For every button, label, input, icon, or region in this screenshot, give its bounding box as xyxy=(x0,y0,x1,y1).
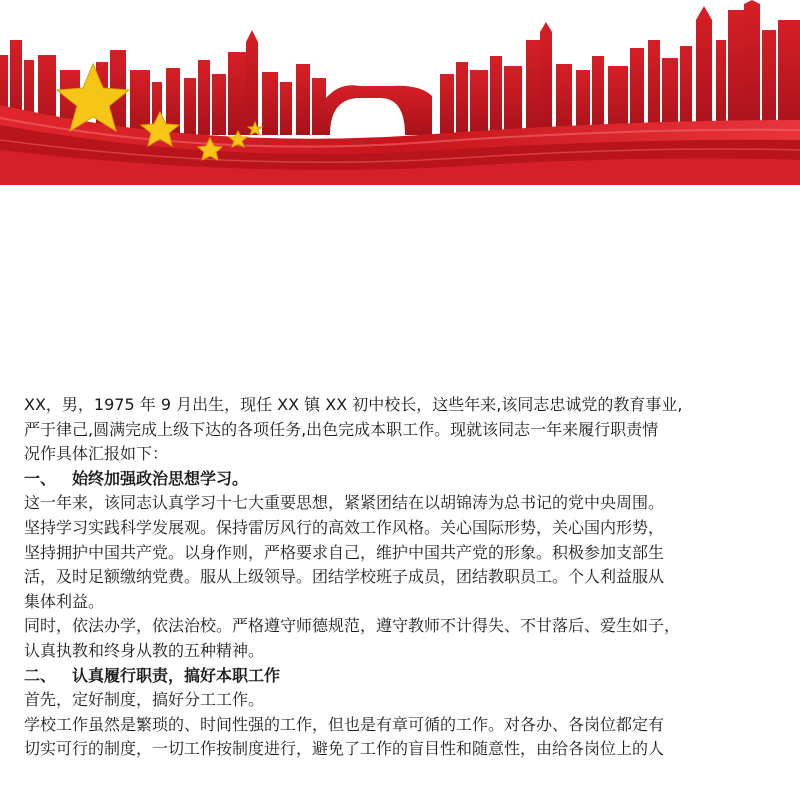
body-line: 切实可行的制度，一切工作按制度进行，避免了工作的盲目性和随意性，由给各岗位上的人 xyxy=(24,739,665,759)
header-banner xyxy=(0,0,800,185)
body-line: 坚持学习实践科学发展观。保持雷厉风行的高效工作风格。关心国际形势，关心国内形势， xyxy=(24,517,665,537)
body-line: 认真执教和终身从教的五种精神。 xyxy=(24,640,265,660)
intro-line: 严于律己,圆满完成上级下达的各项任务,出色完成本职工作。现就该同志一年来履行职责情 xyxy=(24,419,659,439)
document-body xyxy=(24,393,784,762)
section-title: 认真履行职责，搞好本职工作 xyxy=(72,665,281,685)
body-line: 学校工作虽然是繁琐的、时间性强的工作，但也是有章可循的工作。对各办、各岗位都定有 xyxy=(24,714,665,734)
section-number: 一、 xyxy=(24,468,57,488)
body-line: 这一年来，该同志认真学习十七大重要思想，紧紧团结在以胡锦涛为总书记的党中央周围。 xyxy=(24,493,665,513)
section-number: 二、 xyxy=(24,665,57,685)
section-title: 始终加强政治思想学习。 xyxy=(72,468,249,488)
skyline-banner-graphic xyxy=(0,0,800,185)
body-line: 活，及时足额缴纳党费。服从上级领导。团结学校班子成员，团结教职员工。个人利益服从 xyxy=(24,567,665,587)
body-line: 集体利益。 xyxy=(24,591,105,611)
section-2-heading xyxy=(24,664,784,689)
body-line: 同时，依法办学，依法治校。严格遵守师德规范，遵守教师不计得失、不甘落后、爱生如子， xyxy=(24,616,681,636)
intro-line: 况作具体汇报如下： xyxy=(24,444,169,464)
body-line: 坚持拥护中国共产党。以身作则，严格要求自己，维护中国共产党的形象。积极参加支部生 xyxy=(24,542,665,562)
intro-line: XX，男，1975 年 9 月出生，现任 XX 镇 XX 初中校长，这些年来,该同志忠诚党的教育事业, xyxy=(24,395,683,414)
body-line: 首先，定好制度，搞好分工工作。 xyxy=(24,690,265,710)
section-1-heading xyxy=(24,467,784,492)
